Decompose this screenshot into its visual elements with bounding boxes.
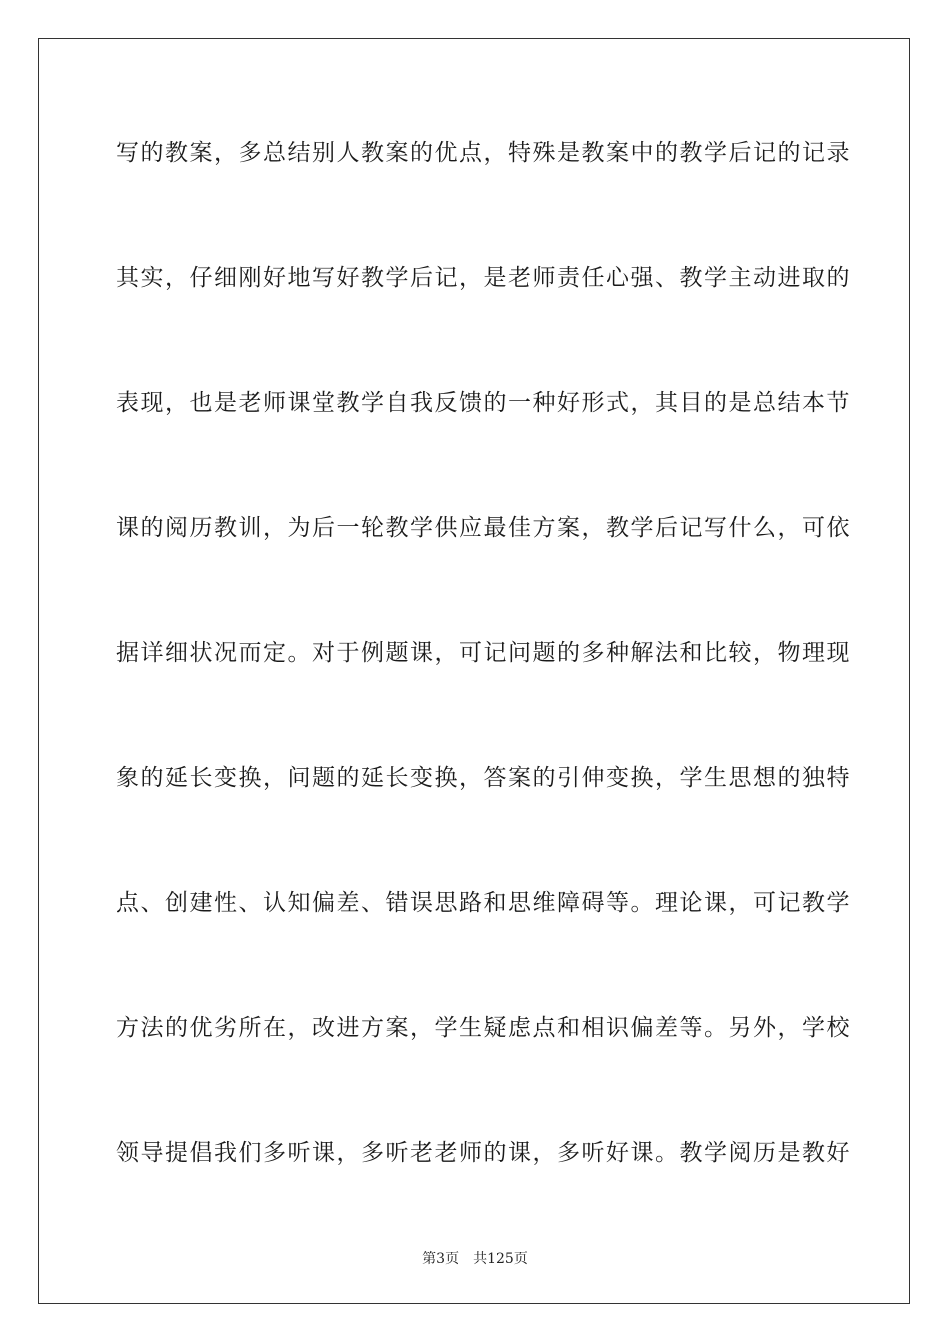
text-line: 方法的优劣所在，改进方案，学生疑虑点和相识偏差等。另外，学校 xyxy=(116,1015,851,1041)
text-line: 其实，仔细刚好地写好教学后记，是老师责任心强、教学主动进取的 xyxy=(116,265,851,291)
text-line: 写的教案，多总结别人教案的优点，特殊是教案中的教学后记的记录 xyxy=(116,140,851,166)
body-text xyxy=(116,130,851,1255)
total-pages: 共125页 xyxy=(473,1251,528,1267)
text-line: 象的延长变换，问题的延长变换，答案的引伸变换，学生思想的独特 xyxy=(116,765,851,791)
text-line: 据详细状况而定。对于例题课，可记问题的多种解法和比较，物理现 xyxy=(116,640,851,666)
text-line: 课的阅历教训，为后一轮教学供应最佳方案，教学后记写什么，可依 xyxy=(116,515,851,541)
page-number: 第3页 xyxy=(422,1251,460,1267)
text-line: 表现，也是老师课堂教学自我反馈的一种好形式，其目的是总结本节 xyxy=(116,390,851,416)
page-footer xyxy=(0,1250,950,1268)
text-line: 领导提倡我们多听课，多听老老师的课，多听好课。教学阅历是教好 xyxy=(116,1140,851,1166)
text-line: 点、创建性、认知偏差、错误思路和思维障碍等。理论课，可记教学 xyxy=(116,890,851,916)
